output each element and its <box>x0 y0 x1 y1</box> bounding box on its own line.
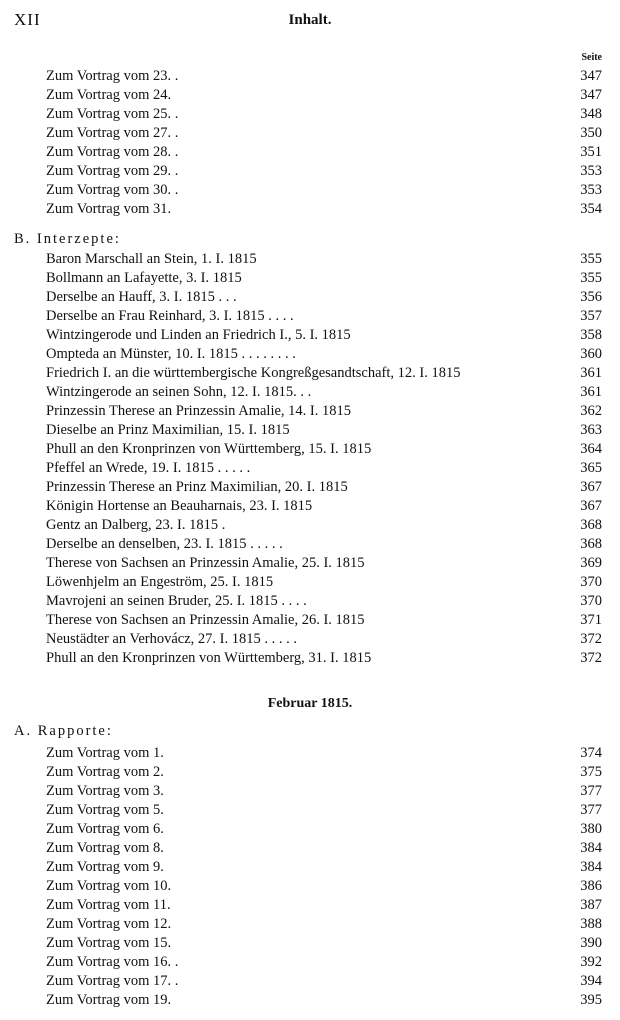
toc-entry <box>46 801 602 819</box>
toc-entry <box>46 181 602 199</box>
toc-entry <box>46 326 602 344</box>
toc-entry <box>46 763 602 781</box>
toc-entry-page: 392 <box>580 954 602 970</box>
toc-entry <box>46 86 602 104</box>
toc-entry-page: 355 <box>580 251 602 267</box>
toc-entry-page: 360 <box>580 346 602 362</box>
toc-entry-page: 377 <box>580 783 602 799</box>
toc-entry-text: Derselbe an denselben, 23. I. 1815 . . . . . <box>46 536 283 552</box>
toc-entry-page: 347 <box>580 68 602 84</box>
section-heading-interzepte: B. Interzepte: <box>14 231 121 247</box>
toc-entry-text: Zum Vortrag vom 24. <box>46 87 172 103</box>
toc-entry-text: Ompteda an Münster, 10. I. 1815 . . . . . . . . <box>46 346 296 362</box>
toc-entry <box>46 839 602 857</box>
toc-entry-page: 350 <box>580 125 602 141</box>
toc-entry <box>46 383 602 401</box>
toc-entry-page: 388 <box>580 916 602 932</box>
toc-entry-page: 370 <box>580 593 602 609</box>
toc-entry-text: Friedrich I. an die württembergische Kongreßgesandtschaft, 12. I. 1815 <box>46 365 461 381</box>
toc-entry-text: Zum Vortrag vom 10. <box>46 878 172 894</box>
toc-entry-text: Zum Vortrag vom 12. <box>46 916 172 932</box>
toc-entry-page: 369 <box>580 555 602 571</box>
toc-entry-page: 363 <box>580 422 602 438</box>
toc-entry <box>46 364 602 382</box>
toc-entry-page: 380 <box>580 821 602 837</box>
toc-entry-text: Wintzingerode an seinen Sohn, 12. I. 1815. . . <box>46 384 312 400</box>
toc-entry-page: 353 <box>580 182 602 198</box>
toc-entry <box>46 162 602 180</box>
toc-entry <box>46 649 602 667</box>
toc-entry-text: Zum Vortrag vom 27. . <box>46 125 179 141</box>
toc-entry-text: Bollmann an Lafayette, 3. I. 1815 <box>46 270 242 286</box>
toc-entry-page: 384 <box>580 840 602 856</box>
toc-entry-page: 377 <box>580 802 602 818</box>
seite-column-label: Seite <box>581 52 602 63</box>
toc-entry-text: Gentz an Dalberg, 23. I. 1815 . <box>46 517 226 533</box>
toc-entry-text: Derselbe an Frau Reinhard, 3. I. 1815 . . . . <box>46 308 294 324</box>
toc-entry-page: 365 <box>580 460 602 476</box>
toc-entry-page: 353 <box>580 163 602 179</box>
toc-entry-text: Prinzessin Therese an Prinz Maximilian, 20. I. 1815 <box>46 479 348 495</box>
toc-entry-text: Löwenhjelm an Engeström, 25. I. 1815 <box>46 574 274 590</box>
toc-entry-text: Zum Vortrag vom 19. <box>46 992 172 1008</box>
toc-entry-page: 371 <box>580 612 602 628</box>
toc-entry-text: Zum Vortrag vom 30. . <box>46 182 179 198</box>
toc-entry <box>46 288 602 306</box>
toc-entry-text: Zum Vortrag vom 11. <box>46 897 171 913</box>
toc-entry <box>46 200 602 218</box>
toc-entry-text: Zum Vortrag vom 6. <box>46 821 164 837</box>
toc-entry-text: Mavrojeni an seinen Bruder, 25. I. 1815 . . . . <box>46 593 307 609</box>
toc-entry-page: 364 <box>580 441 602 457</box>
toc-entry <box>46 250 602 268</box>
toc-entry <box>46 345 602 363</box>
toc-entry-text: Zum Vortrag vom 2. <box>46 764 164 780</box>
toc-entry <box>46 402 602 420</box>
toc-entry-page: 370 <box>580 574 602 590</box>
toc-entry-text: Zum Vortrag vom 23. . <box>46 68 179 84</box>
toc-entry-page: 368 <box>580 536 602 552</box>
toc-entry-text: Zum Vortrag vom 16. . <box>46 954 179 970</box>
toc-entry-text: Pfeffel an Wrede, 19. I. 1815 . . . . . <box>46 460 251 476</box>
toc-entry <box>46 972 602 990</box>
toc-entry-text: Therese von Sachsen an Prinzessin Amalie, 25. I. 1815 <box>46 555 365 571</box>
toc-entry <box>46 478 602 496</box>
toc-entry-text: Zum Vortrag vom 9. <box>46 859 164 875</box>
toc-entry-text: Zum Vortrag vom 17. . <box>46 973 179 989</box>
toc-entry-page: 395 <box>580 992 602 1008</box>
toc-entry <box>46 421 602 439</box>
toc-entry <box>46 630 602 648</box>
toc-entry-page: 375 <box>580 764 602 780</box>
toc-entry-text: Phull an den Kronprinzen von Württemberg, 31. I. 1815 <box>46 650 372 666</box>
toc-entry-page: 386 <box>580 878 602 894</box>
toc-entry <box>46 858 602 876</box>
toc-entry <box>46 592 602 610</box>
toc-entry <box>46 554 602 572</box>
toc-entry-text: Zum Vortrag vom 29. . <box>46 163 179 179</box>
toc-entry-page: 367 <box>580 498 602 514</box>
month-heading: Februar 1815. <box>267 696 353 711</box>
toc-entry <box>46 573 602 591</box>
toc-entry-text: Zum Vortrag vom 28. . <box>46 144 179 160</box>
toc-entry <box>46 611 602 629</box>
toc-entry <box>46 915 602 933</box>
toc-entry <box>46 67 602 85</box>
toc-entry-page: 357 <box>580 308 602 324</box>
toc-entry-text: Phull an den Kronprinzen von Württemberg, 15. I. 1815 <box>46 441 372 457</box>
toc-entry <box>46 440 602 458</box>
toc-entry <box>46 934 602 952</box>
toc-entry <box>46 535 602 553</box>
toc-entry <box>46 459 602 477</box>
toc-entry-page: 362 <box>580 403 602 419</box>
toc-entry-page: 351 <box>580 144 602 160</box>
toc-entry-page: 355 <box>580 270 602 286</box>
toc-entry <box>46 143 602 161</box>
toc-entry-text: Königin Hortense an Beauharnais, 23. I. 1815 <box>46 498 313 514</box>
toc-entry-page: 358 <box>580 327 602 343</box>
toc-entry <box>46 124 602 142</box>
toc-entry <box>46 820 602 838</box>
toc-entry-text: Neustädter an Verhovácz, 27. I. 1815 . . . . . <box>46 631 297 647</box>
toc-entry-text: Baron Marschall an Stein, 1. I. 1815 <box>46 251 257 267</box>
toc-entry-page: 394 <box>580 973 602 989</box>
toc-entry-text: Prinzessin Therese an Prinzessin Amalie, 14. I. 1815 <box>46 403 351 419</box>
toc-entry-page: 348 <box>580 106 602 122</box>
toc-entry-text: Zum Vortrag vom 8. <box>46 840 164 856</box>
toc-entry-text: Zum Vortrag vom 3. <box>46 783 164 799</box>
toc-entry <box>46 991 602 1009</box>
section-heading-rapporte: A. Rapporte: <box>14 723 113 739</box>
toc-entry-text: Dieselbe an Prinz Maximilian, 15. I. 1815 <box>46 422 290 438</box>
toc-entry <box>46 516 602 534</box>
toc-entry-text: Wintzingerode und Linden an Friedrich I., 5. I. 1815 <box>46 327 351 343</box>
toc-entry <box>46 953 602 971</box>
toc-entry-page: 347 <box>580 87 602 103</box>
toc-entry-page: 372 <box>580 650 602 666</box>
toc-entry-text: Derselbe an Hauff, 3. I. 1815 . . . <box>46 289 237 305</box>
toc-entry-page: 367 <box>580 479 602 495</box>
toc-entry-page: 361 <box>580 365 602 381</box>
toc-entry <box>46 105 602 123</box>
toc-entry-text: Therese von Sachsen an Prinzessin Amalie, 26. I. 1815 <box>46 612 365 628</box>
running-header <box>14 10 606 32</box>
toc-entry-page: 372 <box>580 631 602 647</box>
page-title: Inhalt. <box>288 12 332 28</box>
toc-entry <box>46 269 602 287</box>
toc-entry-text: Zum Vortrag vom 15. <box>46 935 172 951</box>
toc-entry <box>46 896 602 914</box>
page-number: XII <box>14 10 41 29</box>
toc-entry <box>46 497 602 515</box>
toc-entry-text: Zum Vortrag vom 31. <box>46 201 172 217</box>
toc-entry-page: 390 <box>580 935 602 951</box>
toc-entry <box>46 782 602 800</box>
toc-entry <box>46 744 602 762</box>
toc-entry-page: 387 <box>580 897 602 913</box>
toc-entry-page: 384 <box>580 859 602 875</box>
toc-entry-text: Zum Vortrag vom 25. . <box>46 106 179 122</box>
toc-entry-page: 354 <box>580 201 602 217</box>
toc-entry-page: 361 <box>580 384 602 400</box>
toc-entry <box>46 877 602 895</box>
toc-entry-text: Zum Vortrag vom 5. <box>46 802 164 818</box>
toc-entry <box>46 307 602 325</box>
toc-entry-page: 374 <box>580 745 602 761</box>
toc-entry-text: Zum Vortrag vom 1. <box>46 745 164 761</box>
toc-entry-page: 368 <box>580 517 602 533</box>
toc-entry-page: 356 <box>580 289 602 305</box>
